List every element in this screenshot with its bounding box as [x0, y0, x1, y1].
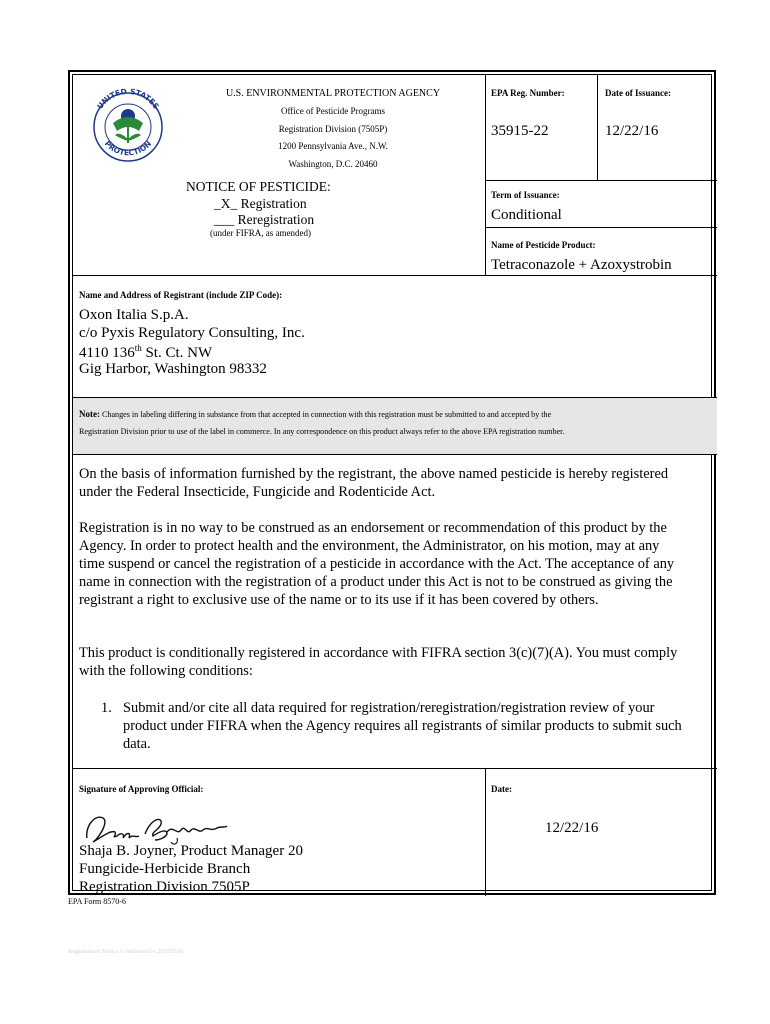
notice-under: (under FIFRA, as amended): [210, 228, 311, 238]
paragraph-registered: [79, 465, 668, 501]
signature-branch: Fungicide-Herbicide Branch: [79, 861, 251, 877]
signature-division: Registration Division 7505P: [79, 879, 250, 895]
paragraph-line: time suspend or cancel the registration of a pesticide in accordance with the Act. The acceptance of any: [79, 556, 675, 572]
note-line2: Registration Division prior to use of the label in commerce. In any correspondence on this product always refer to the above EPA registration number.: [79, 427, 565, 436]
agency-office: Office of Pesticide Programs: [280, 106, 386, 116]
signature-name: Shaja B. Joyner, Product Manager 20: [79, 843, 303, 859]
notice-reregistration-row: [214, 212, 314, 228]
paragraph-line: Registration is in no way to be construed as an endorsement or recommendation of this product by the: [79, 520, 667, 536]
registrant-line4: Gig Harbor, Washington 98332: [79, 361, 267, 377]
paragraph-line: Agency. In order to protect health and the environment, the Administrator, on his motion, may at any: [79, 538, 660, 554]
registrant-label: Name and Address of Registrant (include ZIP Code):: [79, 290, 283, 300]
term-value: Conditional: [491, 207, 562, 223]
notice-registration-row: [214, 196, 307, 212]
svg-text:PROTECTION: PROTECTION: [102, 139, 154, 158]
registrant-line3-sup: th: [134, 343, 142, 353]
issuance-date-value: 12/22/16: [605, 123, 659, 139]
reregistration-mark: ___: [214, 212, 235, 227]
handwritten-signature: [81, 808, 231, 848]
rule-header-bottom: [73, 275, 717, 276]
paragraph-line: with the following conditions:: [79, 663, 253, 679]
notice-title: NOTICE OF PESTICIDE:: [186, 179, 331, 194]
issuance-date-label: Date of Issuance:: [605, 88, 671, 98]
product-value: Tetraconazole + Azoxystrobin: [491, 257, 672, 273]
agency-street: 1200 Pennsylvania Ave., N.W.: [278, 141, 388, 151]
date-label: Date:: [491, 784, 512, 794]
reg-number-value: 35915-22: [491, 123, 549, 139]
rule-term-bottom: [485, 227, 717, 228]
form-number: EPA Form 8570-6: [68, 897, 126, 906]
registrant-line1: Oxon Italia S.p.A.: [79, 307, 189, 323]
note-label: Note:: [79, 409, 100, 419]
registrant-line3-pre: 4110 136: [79, 345, 135, 361]
paragraph-line: name in connection with the registration of a product under this Act is not to be construed as giving the: [79, 574, 673, 590]
condition-item-number: 1.: [101, 700, 112, 716]
reg-number-label: EPA Reg. Number:: [491, 88, 565, 98]
condition-line: Submit and/or cite all data required for registration/reregistration/registration review of your: [123, 700, 655, 716]
registrant-line3: [79, 343, 212, 362]
paragraph-line: under the Federal Insecticide, Fungicide and Rodenticide Act.: [79, 484, 436, 500]
paragraph-line: On the basis of information furnished by the registrant, the above named pesticide is hereby registered: [79, 466, 669, 482]
agency-city: Washington, D.C. 20460: [288, 159, 378, 169]
term-label: Term of Issuance:: [491, 190, 560, 200]
paragraph-line: This product is conditionally registered in accordance with FIFRA section 3(c)(7)(A). You must comply: [79, 645, 678, 661]
note-text1: Changes in labeling differing in substance from that accepted in connection with this registration must be submitted to and accepted by the: [100, 410, 552, 419]
watermark-version: Registration Notice Conditional v.20150520: [68, 948, 184, 955]
agency-division: Registration Division (7505P): [278, 124, 388, 134]
condition-line: product under FIFRA when the Agency requires all registrants of similar products to submit such: [123, 718, 682, 734]
registration-label: Registration: [240, 196, 307, 211]
condition-item: [123, 699, 682, 753]
paragraph-conditional: [79, 644, 677, 680]
registrant-line2: c/o Pyxis Regulatory Consulting, Inc.: [79, 325, 305, 341]
product-label: Name of Pesticide Product:: [491, 240, 596, 250]
registrant-line3-post: St. Ct. NW: [141, 345, 213, 361]
rule-note-bottom: [73, 454, 717, 455]
form-inner-border: [72, 74, 712, 895]
paragraph-disclaimer: [79, 519, 674, 609]
note-band: [73, 398, 717, 454]
registration-mark: _X_: [214, 196, 238, 211]
svg-text:UNITED STATES: UNITED STATES: [95, 86, 161, 111]
agency-name: U.S. ENVIRONMENTAL PROTECTION AGENCY: [225, 88, 441, 99]
epa-seal-icon: [89, 83, 167, 167]
registration-form: [68, 70, 716, 895]
note-line1: [79, 409, 551, 419]
rule-signature-top: [73, 768, 717, 769]
paragraph-line: registrant a right to exclusive use of the name or to its use if it has been covered by others.: [79, 592, 599, 608]
rule-date-divider: [597, 75, 598, 180]
rule-signature-divider: [485, 768, 486, 896]
signature-label: Signature of Approving Official:: [79, 784, 204, 794]
condition-line: data.: [123, 736, 151, 752]
rule-reg-bottom: [485, 180, 717, 181]
reregistration-label: Reregistration: [237, 212, 315, 227]
rule-header-divider: [485, 75, 486, 275]
date-value: 12/22/16: [545, 820, 599, 836]
